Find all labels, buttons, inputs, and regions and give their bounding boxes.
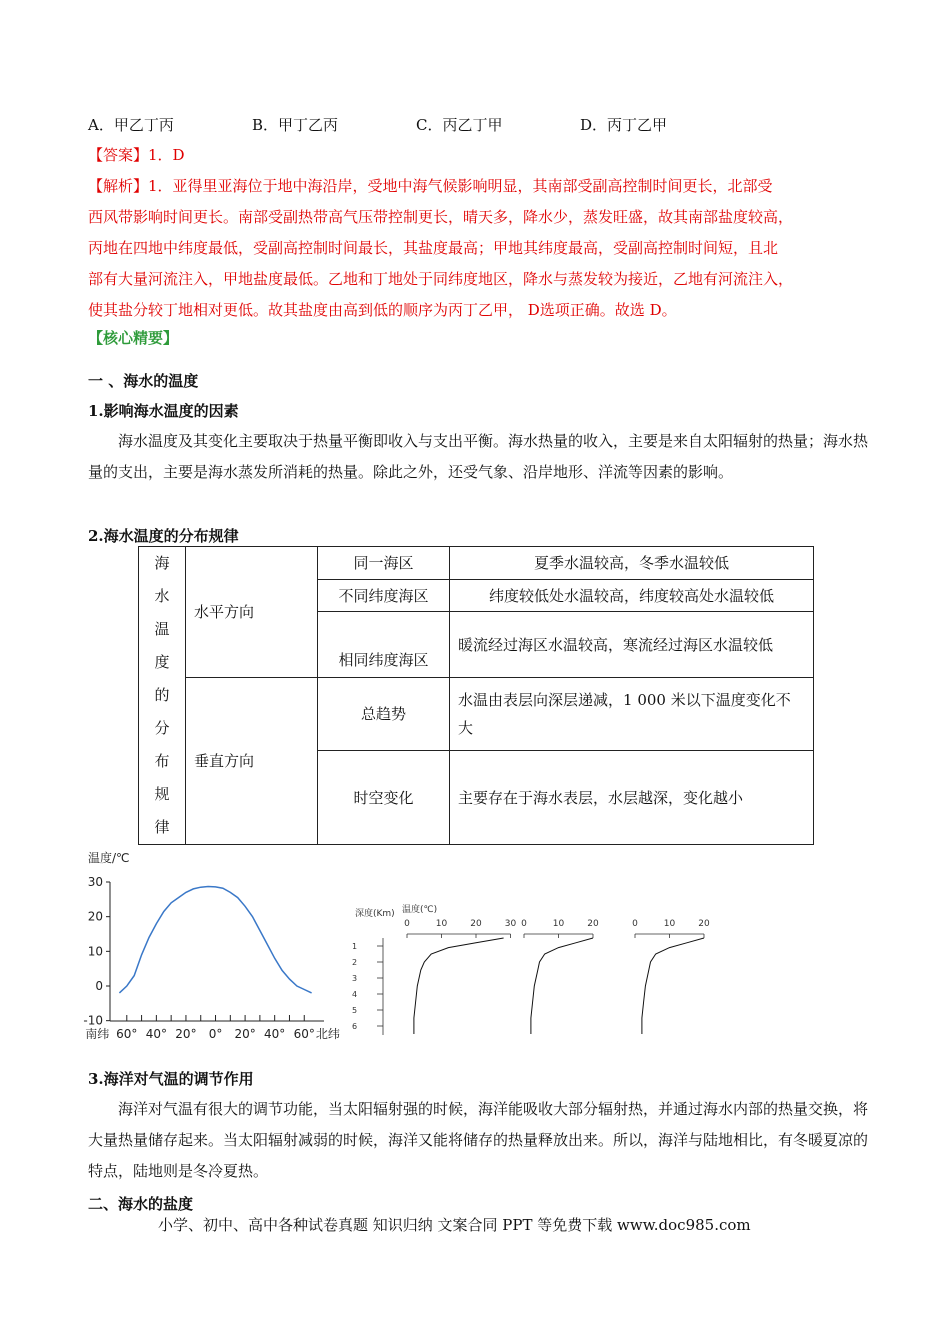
analysis-line: 西风带影响时间更长。南部受副热带高气压带控制更长，晴天多，降水少，蒸发旺盛，故其南部盐度较高， [88,208,794,226]
x-tick-label: 20° [234,1027,256,1041]
x-tick-label: 40° [264,1027,286,1041]
heading-salinity: 二、海水的盐度 [88,1195,194,1213]
answer-options [88,114,868,138]
option-a: A．甲乙丁丙 [88,116,174,134]
y-tick-label: 10 [87,944,103,959]
table-cell-sub: 同一海区 [318,547,450,580]
depth-tick-label: 1 [352,942,358,951]
depth-temperature-profiles [350,898,720,1043]
depth-profile-curve [414,938,504,1034]
option-d: D．丙丁乙甲 [580,116,668,134]
distribution-table [138,546,814,845]
table-cell-sub: 不同纬度海区 [318,580,450,612]
depth-tick-label: 6 [352,1022,358,1031]
table-cell-vertical: 垂直方向 [186,678,318,845]
table-vertical-title: 海 水 温 度 的 分 布 规 律 [139,547,186,845]
analysis-line: 使其盐分较丁地相对更低。故其盐度由高到低的顺序为丙丁乙甲， D选项正确。故选 D。 [88,301,677,319]
x-tick-label: 40° [145,1027,168,1041]
y-tick-label: 20 [87,909,103,924]
y-tick-label: -10 [83,1013,103,1028]
depth-tick-label: 2 [352,958,358,967]
chart-ylabel: 温度/℃ [88,851,130,865]
latitude-temperature-chart [83,846,340,1046]
depth-tick-label: 5 [352,1006,358,1015]
table-cell-desc: 水温由表层向深层递减，1 000 米以下温度变化不大 [450,678,814,751]
table-cell-desc: 纬度较低处水温较高，纬度较高处水温较低 [450,580,814,612]
profile-temp-tick: 20 [587,919,599,929]
factors-paragraph: 海水温度及其变化主要取决于热量平衡即收入与支出平衡。海水热量的收入，主要是来自太阳辐射的热量；海水热量的支出，主要是海水蒸发所消耗的热量。除此之外，还受气象、沿岸地形、洋流等因素的影响。 [88,432,869,481]
heading-sea-temperature: 一 、海水的温度 [88,372,199,390]
profile-temp-tick: 30 [504,919,517,929]
profile-temp-tick: 10 [552,919,565,929]
analysis-line: 部有大量河流注入，甲地盐度最低。乙地和丁地处于同纬度地区，降水与蒸发较为接近，乙地有河流注入， [88,270,794,288]
x-tick-label: 南纬 [85,1027,110,1041]
profile-temp-tick: 20 [698,919,710,929]
regulation-paragraph: 海洋对气温有很大的调节功能，当太阳辐射强的时候，海洋能吸收大部分辐射热，并通过海水内部的热量交换，将大量热量储存起来。当太阳辐射减弱的时候，海洋又能将储存的热量释放出来。所以，海洋与陆地相比，有冬暖夏凉的特点，陆地则是冬冷夏热。 [88,1100,869,1180]
page-footer: 小学、初中、高中各种试卷真题 知识归纳 文案合同 PPT 等免费下载 www.doc985.com [158,1216,751,1234]
profile-depth-label: 深度(Km) [355,909,395,919]
depth-tick-label: 3 [352,974,358,983]
y-tick-label: 30 [87,875,103,889]
answer-line: 【答案】1．D [88,146,185,164]
x-tick-label: 60° [293,1027,315,1041]
profile-temp-tick: 20 [470,919,482,929]
heading-ocean-regulation: 3.海洋对气温的调节作用 [88,1070,254,1088]
x-tick-label: 0° [208,1027,223,1041]
profile-temp-tick: 0 [404,919,410,929]
profile-temp-tick: 10 [663,919,676,929]
table-cell-desc: 主要存在于海水表层，水层越深，变化越小 [450,751,814,845]
option-b: B．甲丁乙丙 [252,116,339,134]
table-cell-desc: 夏季水温较高，冬季水温较低 [450,547,814,580]
option-c: C．丙乙丁甲 [416,116,503,134]
profile-temp-tick: 0 [521,919,527,929]
depth-tick-label: 4 [352,990,358,999]
x-tick-label: 60° [116,1027,138,1041]
section-core-heading: 【核心精要】 [88,329,179,347]
temperature-curve [119,887,311,993]
profile-temp-tick: 0 [632,919,638,929]
table-cell-sub: 相同纬度海区 [318,612,450,678]
depth-profile-curve [531,938,593,1034]
analysis-line: 【解析】1．亚得里亚海位于地中海沿岸，受地中海气候影响明显，其南部受副高控制时间更长，北部受 [88,177,773,195]
analysis-line: 丙地在四地中纬度最低，受副高控制时间最长，其盐度最高；甲地其纬度最高，受副高控制时间短，且北 [88,239,779,257]
table-cell-desc: 暖流经过海区水温较高，寒流经过海区水温较低 [450,612,814,678]
y-tick-label: 0 [95,979,103,993]
heading-temperature-distribution: 2.海水温度的分布规律 [88,527,239,545]
depth-profile-curve [642,938,704,1034]
table-cell-horizontal: 水平方向 [186,547,318,678]
table-cell-sub: 总趋势 [318,678,450,751]
table-cell-sub: 时空变化 [318,751,450,845]
heading-temperature-factors: 1.影响海水温度的因素 [88,402,239,420]
profile-temp-tick: 10 [435,919,448,929]
x-tick-label: 北纬 [315,1027,340,1041]
profile-temp-label: 温度(℃) [402,905,438,915]
x-tick-label: 20° [175,1027,197,1041]
